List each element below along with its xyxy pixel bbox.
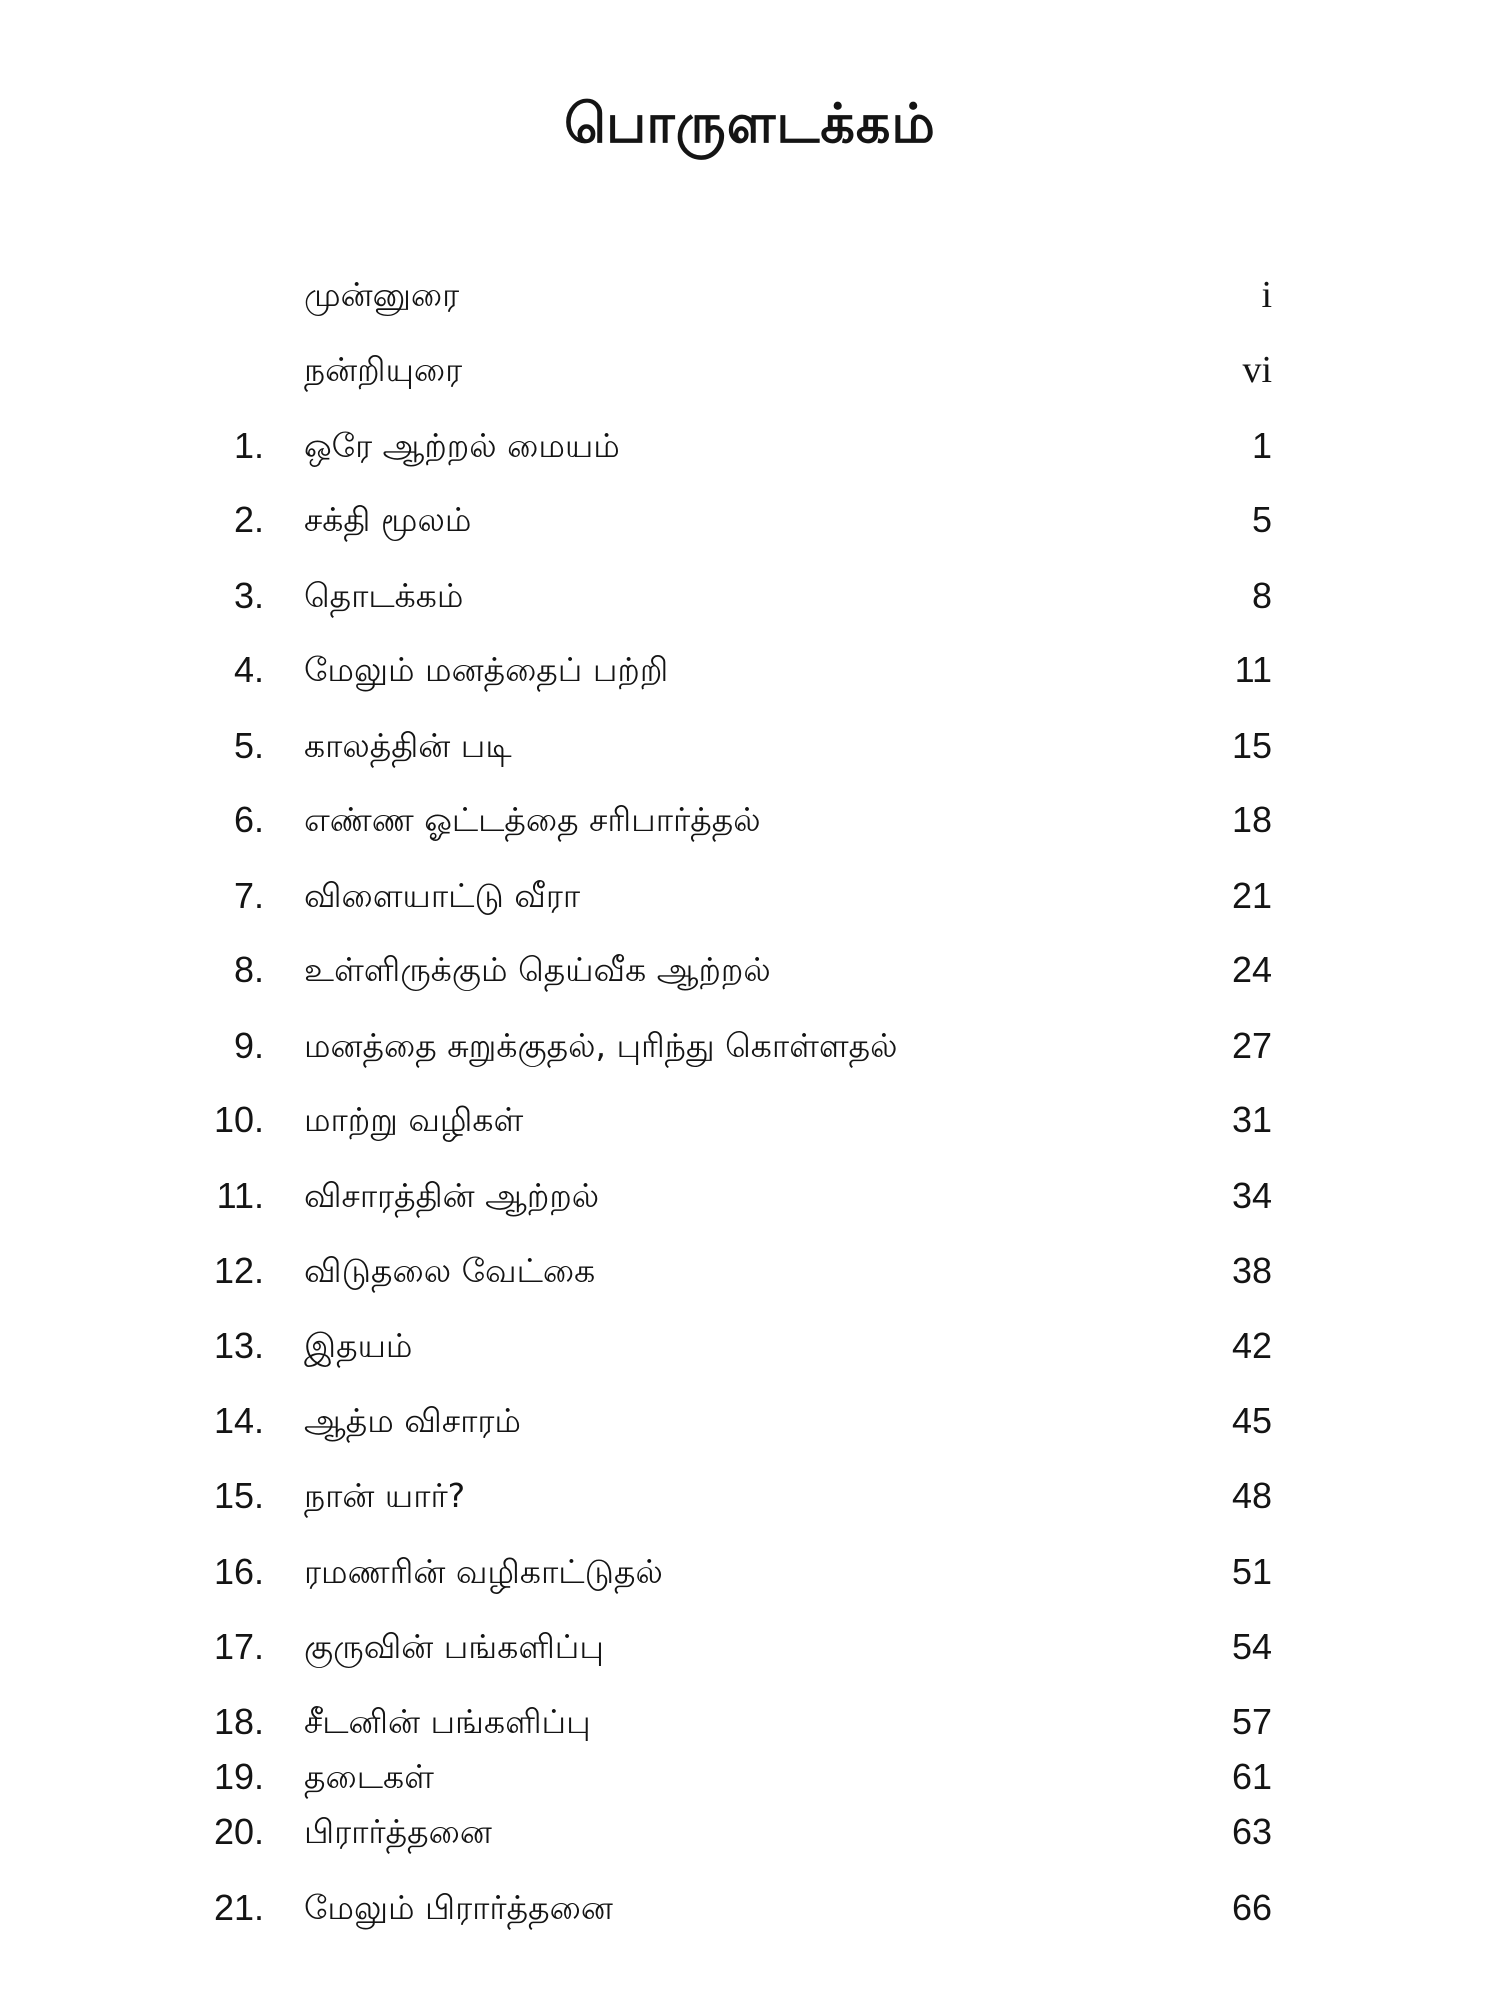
toc-entry-page: 66 — [1231, 1887, 1272, 1928]
toc-entry-number: 18. — [213, 1701, 264, 1742]
toc-entry-number: 12. — [213, 1250, 264, 1291]
toc-entry-title: குருவின் பங்களிப்பு — [304, 1627, 604, 1666]
toc-entry-title: எண்ண ஓட்டத்தை சரிபார்த்தல் — [304, 800, 761, 839]
toc-entry-page: 24 — [1231, 949, 1272, 990]
toc-entry-page: 34 — [1231, 1175, 1272, 1216]
toc-entry-page: 5 — [1251, 499, 1272, 540]
toc-entry — [0, 495, 1500, 545]
toc-entry — [0, 1095, 1500, 1145]
toc-entry-title: தடைகள் — [304, 1757, 434, 1796]
toc-entry — [0, 645, 1500, 695]
toc-entry-number: 9. — [233, 1025, 264, 1066]
toc-entry-title: சக்தி மூலம் — [304, 500, 472, 539]
toc-entry-title: நன்றியுரை — [304, 350, 463, 389]
toc-entry-title: விளையாட்டு வீரா — [304, 876, 581, 915]
toc-entry — [0, 1396, 1500, 1446]
toc-entry-page: 54 — [1231, 1626, 1272, 1667]
toc-entry — [0, 1471, 1500, 1521]
toc-entry-page: 38 — [1231, 1250, 1272, 1291]
toc-entry — [0, 1697, 1500, 1747]
toc-entry — [0, 795, 1500, 845]
toc-entry-number: 6. — [233, 799, 264, 840]
toc-entry-page: 57 — [1231, 1701, 1272, 1742]
toc-entry — [0, 871, 1500, 921]
toc-entry-page: 27 — [1231, 1025, 1272, 1066]
toc-entry-number: 20. — [213, 1811, 264, 1852]
toc-entry-number: 17. — [213, 1626, 264, 1667]
toc-entry-number: 1. — [233, 425, 264, 466]
toc-entry — [0, 571, 1500, 621]
toc-entry-title: விடுதலை வேட்கை — [304, 1251, 596, 1290]
toc-entry-title: இதயம் — [304, 1326, 413, 1365]
toc-entry — [0, 1171, 1500, 1221]
toc-entry-number: 5. — [233, 725, 264, 766]
toc-entry — [0, 721, 1500, 771]
toc-entry-title: ஒரே ஆற்றல் மையம் — [304, 426, 620, 465]
toc-entry — [0, 421, 1500, 471]
toc-entry-number: 10. — [213, 1099, 264, 1140]
toc-entry — [0, 1547, 1500, 1597]
toc-entry — [0, 1883, 1500, 1933]
page-title: பொருளடக்கம் — [564, 92, 936, 155]
toc-entry-preface — [0, 270, 1500, 320]
toc-entry-title: காலத்தின் படி — [304, 726, 512, 765]
toc-entry-page: 8 — [1251, 575, 1272, 616]
toc-entry-page: 51 — [1231, 1551, 1272, 1592]
toc-entry-page: 11 — [1234, 649, 1272, 690]
toc-entry-page: 61 — [1231, 1756, 1272, 1797]
toc-entry — [0, 1622, 1500, 1672]
toc-entry-title: பிரார்த்தனை — [304, 1812, 492, 1851]
toc-entry-title: மேலும் மனத்தைப் பற்றி — [304, 650, 669, 689]
toc-entry-title: மனத்தை சுறுக்குதல், புரிந்து கொள்ளதல் — [304, 1026, 898, 1065]
toc-entry-title: மேலும் பிரார்த்தனை — [304, 1888, 613, 1927]
toc-entry-number: 15. — [213, 1475, 264, 1516]
toc-entry-page: vi — [1242, 349, 1272, 391]
toc-entry-page: 63 — [1231, 1811, 1272, 1852]
toc-entry-number: 19. — [213, 1756, 264, 1797]
toc-entry-title: சீடனின் பங்களிப்பு — [304, 1702, 591, 1741]
toc-entry — [0, 1021, 1500, 1071]
toc-entry-number: 21. — [213, 1887, 264, 1928]
toc-entry-number: 16. — [213, 1551, 264, 1592]
toc-entry-title: விசாரத்தின் ஆற்றல் — [304, 1176, 600, 1215]
toc-entry-title: முன்னுரை — [304, 275, 460, 314]
toc-entry-title: நான் யார்? — [304, 1476, 466, 1515]
toc-entry-acknowledgements — [0, 345, 1500, 395]
toc-entry-page: 15 — [1231, 725, 1272, 766]
toc-entry-number: 14. — [213, 1400, 264, 1441]
toc-entry-title: ரமணரின் வழிகாட்டுதல் — [304, 1552, 663, 1591]
toc-entry-number: 4. — [233, 649, 264, 690]
toc-entry-page: 18 — [1231, 799, 1272, 840]
toc-entry-number: 8. — [233, 949, 264, 990]
toc-entry — [0, 1752, 1500, 1802]
toc-entry-number: 13. — [213, 1325, 264, 1366]
toc-entry — [0, 1321, 1500, 1371]
toc-entry-page: 31 — [1231, 1099, 1272, 1140]
toc-entry-page: 45 — [1231, 1400, 1272, 1441]
toc-entry — [0, 1807, 1500, 1857]
toc-entry-number: 11. — [216, 1175, 264, 1216]
toc-entry — [0, 1246, 1500, 1296]
toc-entry-page: 48 — [1231, 1475, 1272, 1516]
toc-entry-title: ஆத்ம விசாரம் — [304, 1401, 521, 1440]
toc-entry-title: உள்ளிருக்கும் தெய்வீக ஆற்றல் — [304, 950, 771, 989]
toc-entry-page: 1 — [1251, 425, 1272, 466]
toc-entry — [0, 945, 1500, 995]
toc-entry-page: i — [1261, 274, 1272, 316]
toc-entry-number: 2. — [233, 499, 264, 540]
toc-entry-title: தொடக்கம் — [304, 576, 464, 615]
toc-entry-page: 21 — [1231, 875, 1272, 916]
toc-entry-number: 7. — [233, 875, 264, 916]
toc-entry-page: 42 — [1231, 1325, 1272, 1366]
toc-entry-title: மாற்று வழிகள் — [304, 1100, 524, 1139]
toc-entry-number: 3. — [233, 575, 264, 616]
